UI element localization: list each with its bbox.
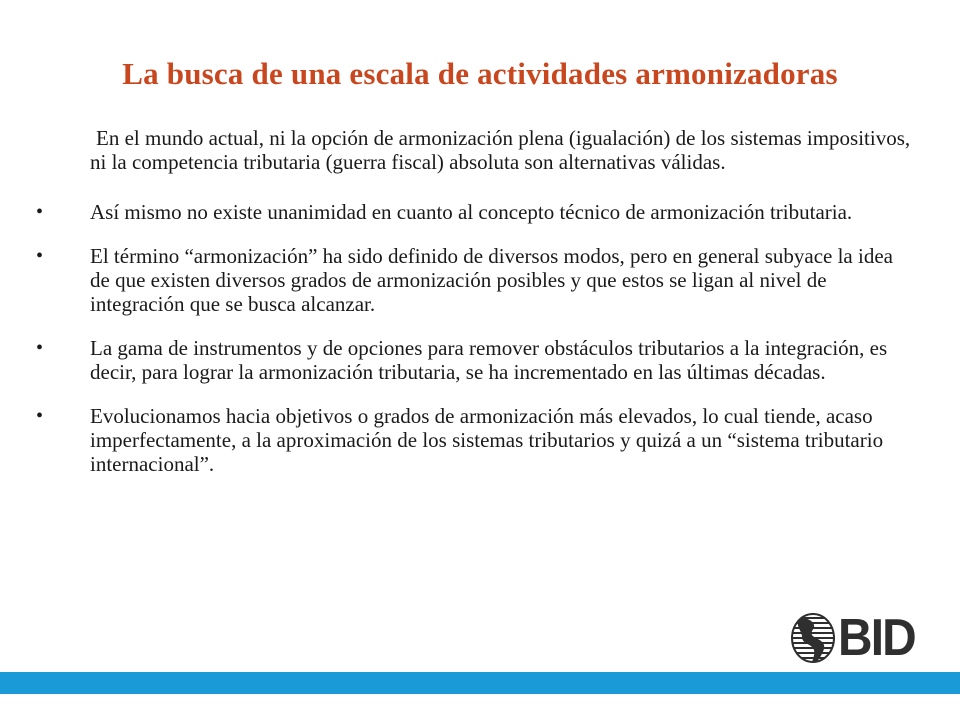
bullet-list: [36, 200, 916, 476]
bullet-item: [36, 200, 916, 224]
bullet-item: [36, 404, 916, 476]
intro-paragraph: En el mundo actual, ni la opción de armonización plena (igualación) de los sistemas impositivos, ni la competencia tributaria (guerra fiscal) absoluta son alternativas válidas.: [90, 126, 911, 174]
bullet-text: Así mismo no existe unanimidad en cuanto al concepto técnico de armonización tributaria.: [90, 200, 853, 224]
bullet-text: La gama de instrumentos y de opciones para remover obstáculos tributarios a la integración, es decir, para lograr la armonización tributaria, se ha incrementado en las últimas décadas.: [90, 336, 888, 384]
bullet-item: [36, 244, 916, 316]
slide-content: [36, 126, 916, 496]
globe-icon: [790, 613, 836, 663]
logo-wordmark: BID: [838, 609, 915, 667]
bullet-marker: •: [36, 245, 44, 267]
bullet-marker: •: [36, 405, 44, 427]
bid-logo: [790, 609, 932, 667]
slide-title: La busca de una escala de actividades armonizadoras: [122, 56, 838, 91]
bullet-text: El término “armonización” ha sido definido de diversos modos, pero en general subyace la idea de que existen diversos grados de armonización posibles y que estos se ligan al nivel de integración que se busca alcanzar.: [90, 244, 893, 316]
bullet-marker: •: [36, 337, 44, 359]
bullet-item: [36, 336, 916, 384]
footer-bar: [0, 672, 960, 694]
bullet-text: Evolucionamos hacia objetivos o grados de armonización más elevados, lo cual tiende, acaso imperfectamente, a la aproximación de los sistemas tributarios y quizá a un “sistema tributario internacional”.: [90, 404, 884, 476]
bullet-marker: •: [36, 201, 44, 223]
